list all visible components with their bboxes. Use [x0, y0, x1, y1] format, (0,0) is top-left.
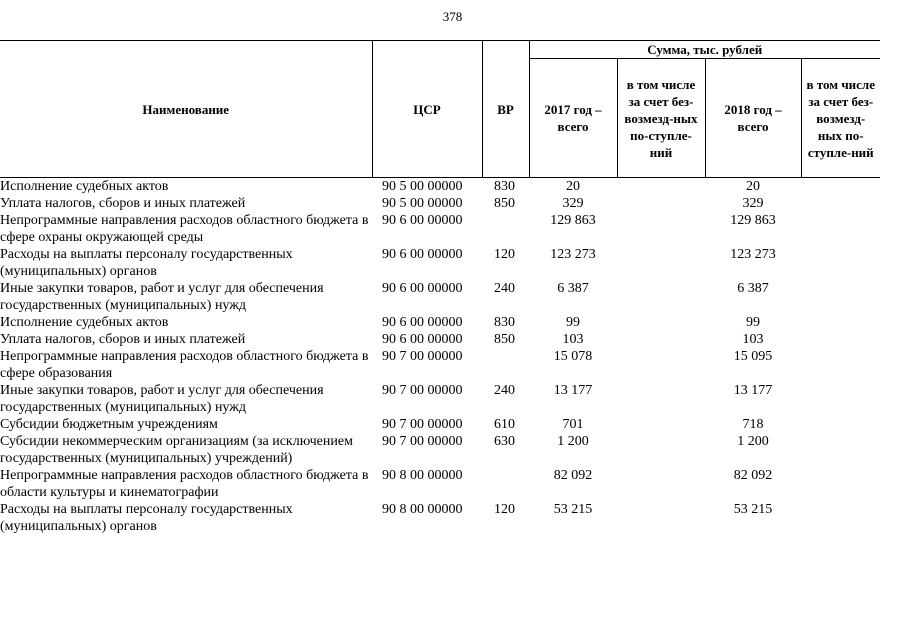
- row-vr: [482, 348, 529, 382]
- row-total-2017: 1 200: [557, 434, 589, 449]
- header-total-2017: 2017 год – всего: [529, 59, 617, 178]
- row-total-2017: 53 215: [553, 502, 593, 517]
- row-free-2018: [801, 416, 880, 433]
- table-row: [0, 467, 880, 501]
- row-total-2018: 123 273: [730, 247, 776, 262]
- row-csr: 90 5 00 00000: [382, 179, 463, 194]
- row-free-2017: [617, 314, 705, 331]
- row-total-2018: 53 215: [733, 502, 773, 517]
- page-number: 378: [442, 9, 463, 24]
- row-free-2018: [801, 467, 880, 501]
- row-total-2017: 123 273: [550, 247, 596, 262]
- table-row: [0, 314, 880, 331]
- row-total-2018: 99: [746, 315, 760, 330]
- row-csr: 90 8 00 00000: [382, 468, 463, 483]
- row-free-2017: [617, 348, 705, 382]
- row-free-2017: [617, 178, 705, 196]
- row-total-2017: 701: [562, 417, 584, 432]
- row-free-2018: [801, 195, 880, 212]
- row-vr: 850: [494, 196, 515, 211]
- row-vr: [482, 467, 529, 501]
- row-vr: 120: [494, 502, 515, 517]
- table-row: [0, 416, 880, 433]
- row-name: Субсидии бюджетным учреждениям: [0, 417, 218, 432]
- row-name: Расходы на выплаты персоналу государственных (муниципальных) органов: [0, 247, 293, 279]
- row-total-2017: 329: [562, 196, 584, 211]
- row-csr: 90 8 00 00000: [382, 502, 463, 517]
- row-name: Иные закупки товаров, работ и услуг для обеспечения государственных (муниципальных) нужд: [0, 383, 324, 415]
- table-row: [0, 195, 880, 212]
- row-csr: 90 6 00 00000: [382, 315, 463, 330]
- row-free-2018: [801, 331, 880, 348]
- row-free-2017: [617, 246, 705, 280]
- row-csr: 90 6 00 00000: [382, 332, 463, 347]
- row-csr: 90 6 00 00000: [382, 213, 463, 228]
- row-csr: 90 7 00 00000: [382, 434, 463, 449]
- row-total-2018: 103: [742, 332, 764, 347]
- row-name: Непрограммные направления расходов областного бюджета в области культуры и кинематографии: [0, 468, 369, 500]
- row-free-2018: [801, 348, 880, 382]
- row-name: Расходы на выплаты персоналу государственных (муниципальных) органов: [0, 502, 293, 534]
- row-free-2018: [801, 382, 880, 416]
- row-total-2017: 82 092: [553, 468, 593, 483]
- row-total-2017: 99: [566, 315, 580, 330]
- row-total-2018: 20: [746, 179, 760, 194]
- row-total-2018: 15 095: [733, 349, 773, 364]
- row-free-2018: [801, 280, 880, 314]
- table-row: [0, 246, 880, 280]
- row-total-2017: 103: [562, 332, 584, 347]
- header-csr: ЦСР: [372, 41, 482, 178]
- row-free-2017: [617, 280, 705, 314]
- row-total-2018: 6 387: [737, 281, 769, 296]
- row-name: Уплата налогов, сборов и иных платежей: [0, 332, 246, 347]
- budget-table: [0, 40, 880, 535]
- row-free-2018: [801, 178, 880, 196]
- row-free-2017: [617, 467, 705, 501]
- row-vr: 240: [494, 281, 515, 296]
- row-csr: 90 7 00 00000: [382, 383, 463, 398]
- row-name: Иные закупки товаров, работ и услуг для обеспечения государственных (муниципальных) нужд: [0, 281, 324, 313]
- row-vr: 830: [494, 179, 515, 194]
- row-total-2018: 718: [742, 417, 764, 432]
- row-total-2018: 82 092: [733, 468, 773, 483]
- table-row: [0, 501, 880, 535]
- row-vr: 610: [494, 417, 515, 432]
- row-name: Исполнение судебных актов: [0, 179, 169, 194]
- row-vr: 850: [494, 332, 515, 347]
- table-body: [0, 178, 880, 536]
- row-total-2018: 329: [742, 196, 764, 211]
- row-name: Исполнение судебных актов: [0, 315, 169, 330]
- table-row: [0, 433, 880, 467]
- header-free-2017: в том числе за счет без-возмезд-ных по-ступле-ний: [617, 59, 705, 178]
- row-free-2017: [617, 212, 705, 246]
- table-row: [0, 348, 880, 382]
- row-free-2018: [801, 246, 880, 280]
- row-vr: 240: [494, 383, 515, 398]
- table-header: [0, 41, 880, 178]
- row-csr: 90 7 00 00000: [382, 417, 463, 432]
- header-name: Наименование: [0, 41, 372, 178]
- row-free-2018: [801, 212, 880, 246]
- row-total-2018: 1 200: [737, 434, 769, 449]
- row-free-2018: [801, 433, 880, 467]
- header-free-2018: в том числе за счет без-возмезд-ных по-ступле-ний: [801, 59, 880, 178]
- row-total-2017: 129 863: [550, 213, 596, 228]
- row-name: Уплата налогов, сборов и иных платежей: [0, 196, 246, 211]
- row-free-2017: [617, 195, 705, 212]
- row-csr: 90 5 00 00000: [382, 196, 463, 211]
- row-total-2017: 6 387: [557, 281, 589, 296]
- row-name: Субсидии некоммерческим организациям (за исключением государственных (муниципальных) учреждений): [0, 434, 353, 466]
- row-free-2017: [617, 416, 705, 433]
- row-free-2017: [617, 331, 705, 348]
- row-csr: 90 6 00 00000: [382, 247, 463, 262]
- row-vr: [482, 212, 529, 246]
- table-row: [0, 382, 880, 416]
- header-sum: Сумма, тыс. рублей: [529, 41, 880, 59]
- row-free-2017: [617, 501, 705, 535]
- row-total-2017: 15 078: [553, 349, 593, 364]
- row-vr: 120: [494, 247, 515, 262]
- row-free-2017: [617, 382, 705, 416]
- header-vr: ВР: [482, 41, 529, 178]
- row-total-2017: 20: [566, 179, 580, 194]
- row-free-2018: [801, 501, 880, 535]
- row-total-2018: 129 863: [730, 213, 776, 228]
- row-vr: 630: [494, 434, 515, 449]
- table-row: [0, 280, 880, 314]
- table-row: [0, 212, 880, 246]
- row-total-2018: 13 177: [733, 383, 773, 398]
- row-name: Непрограммные направления расходов областного бюджета в сфере образования: [0, 349, 369, 381]
- row-csr: 90 7 00 00000: [382, 349, 463, 364]
- row-csr: 90 6 00 00000: [382, 281, 463, 296]
- row-free-2017: [617, 433, 705, 467]
- row-name: Непрограммные направления расходов областного бюджета в сфере охраны окружающей среды: [0, 213, 369, 245]
- row-total-2017: 13 177: [553, 383, 593, 398]
- row-free-2018: [801, 314, 880, 331]
- row-vr: 830: [494, 315, 515, 330]
- header-total-2018: 2018 год – всего: [705, 59, 801, 178]
- table-row: [0, 178, 880, 196]
- table-row: [0, 331, 880, 348]
